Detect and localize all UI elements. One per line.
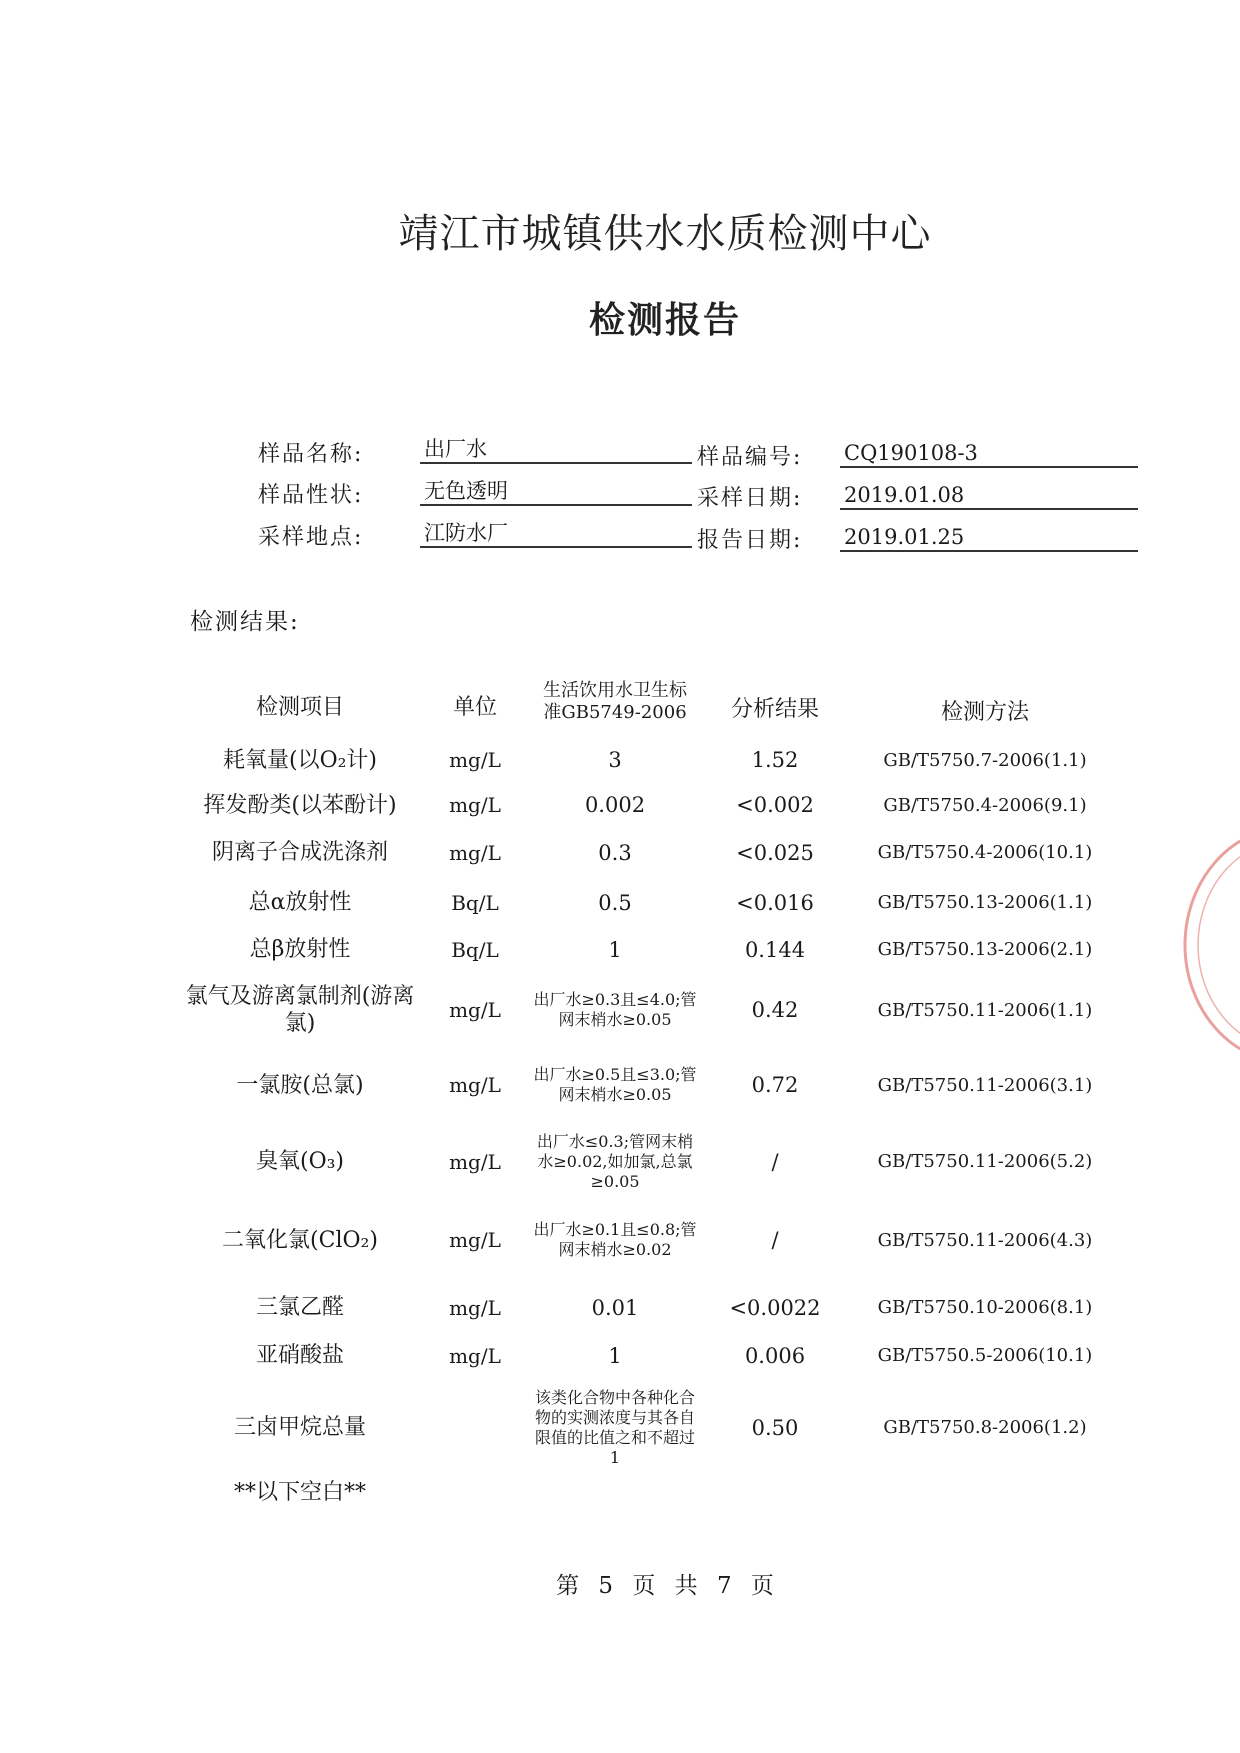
sample-name-label: 样品名称:	[258, 442, 364, 467]
unit-cell: Bq/L	[451, 890, 499, 915]
table-row	[180, 1380, 1120, 1475]
result-cell: <0.0022	[729, 1295, 821, 1320]
report-date-label: 报告日期:	[697, 528, 803, 553]
result-cell: 0.50	[751, 1415, 799, 1440]
sampling-date-label: 采样日期:	[697, 486, 803, 511]
method-cell: GB/T5750.13-2006(1.1)	[877, 892, 1093, 913]
sample-id-value: CQ190108-3	[840, 438, 1138, 468]
column-header-method: 检测方法	[940, 700, 1029, 725]
unit-cell: mg/L	[449, 1295, 501, 1320]
sample-name-value: 出厂水	[420, 434, 692, 464]
table-row	[180, 830, 1120, 875]
standard-cell: 3	[608, 748, 622, 772]
sample-state-value: 无色透明	[420, 476, 692, 506]
result-cell: <0.016	[736, 890, 814, 915]
unit-cell: mg/L	[449, 1228, 501, 1252]
standard-cell: 出厂水≥0.1且≤0.8;管网末梢水≥0.02	[533, 1220, 697, 1259]
standard-cell: 0.5	[598, 890, 632, 915]
column-header-item: 检测项目	[255, 695, 344, 720]
table-row	[180, 1205, 1120, 1275]
method-cell: GB/T5750.11-2006(1.1)	[877, 999, 1093, 1021]
report-title: 检测报告	[588, 299, 741, 341]
table-row	[180, 927, 1120, 972]
sampling-location-value: 江防水厂	[420, 518, 692, 548]
result-cell: /	[771, 1149, 779, 1174]
result-cell: <0.002	[736, 793, 814, 817]
table-row	[180, 880, 1120, 925]
standard-cell: 该类化合物中各种化合物的实测浓度与其各自限值的比值之和不超过1	[534, 1387, 695, 1467]
column-header-standard: 生活饮用水卫生标准GB5749-2006	[543, 680, 687, 723]
method-cell: GB/T5750.13-2006(2.1)	[877, 939, 1093, 960]
table-row	[180, 975, 1120, 1045]
result-cell: 1.52	[751, 748, 799, 772]
unit-cell	[420, 1380, 530, 1475]
result-cell: 0.72	[751, 1073, 799, 1097]
table-row	[180, 1124, 1120, 1199]
unit-cell: mg/L	[449, 1343, 501, 1368]
standard-cell: 0.01	[591, 1295, 639, 1320]
table-row	[180, 1333, 1120, 1378]
unit-cell: Bq/L	[451, 937, 499, 962]
table-row	[180, 1285, 1120, 1330]
item-cell: 阴离子合成洗涤剂	[211, 840, 388, 865]
standard-cell: 0.3	[598, 840, 632, 865]
sampling-location-label: 采样地点:	[258, 525, 364, 550]
column-header-unit: 单位	[452, 695, 497, 720]
page-number: 第 5 页 共 7 页	[556, 1573, 774, 1599]
table-row	[180, 1050, 1120, 1120]
standard-cell: 1	[608, 937, 622, 962]
result-cell: 0.006	[744, 1343, 806, 1368]
results-heading: 检测结果:	[190, 609, 300, 635]
column-header-result: 分析结果	[730, 697, 819, 722]
item-cell: 亚硝酸盐	[255, 1343, 344, 1368]
item-cell: 氯气及游离氯制剂(游离氯)	[185, 984, 415, 1036]
item-cell: 三卤甲烷总量	[233, 1415, 366, 1440]
table-row	[180, 780, 1120, 830]
unit-cell: mg/L	[449, 1073, 501, 1097]
item-cell: 三氯乙醛	[255, 1295, 344, 1320]
table-row	[180, 740, 1120, 780]
item-cell: 总α放射性	[248, 890, 352, 915]
sample-state-label: 样品性状:	[258, 483, 364, 508]
result-cell: <0.025	[736, 840, 814, 865]
unit-cell: mg/L	[449, 1149, 501, 1174]
item-cell: 一氯胺(总氯)	[236, 1072, 364, 1098]
method-cell: GB/T5750.4-2006(9.1)	[883, 794, 1087, 816]
standard-cell: 出厂水≥0.3且≤4.0;管网末梢水≥0.05	[533, 990, 697, 1029]
organization-name: 靖江市城镇供水水质检测中心	[398, 211, 932, 257]
standard-cell: 出厂水≤0.3;管网末梢水≥0.02,如加氯,总氯≥0.05	[536, 1131, 694, 1191]
unit-cell: mg/L	[449, 793, 501, 817]
stamp-seal	[1180, 820, 1240, 1070]
item-cell: 二氧化氯(ClO₂)	[222, 1227, 378, 1253]
unit-cell: mg/L	[449, 998, 501, 1022]
method-cell: GB/T5750.10-2006(8.1)	[877, 1297, 1093, 1318]
method-cell: GB/T5750.8-2006(1.2)	[883, 1417, 1087, 1438]
item-cell: 挥发酚类(以苯酚计)	[203, 792, 397, 818]
sampling-date-value: 2019.01.08	[840, 480, 1138, 510]
method-cell: GB/T5750.11-2006(3.1)	[877, 1074, 1093, 1096]
method-cell: GB/T5750.11-2006(5.2)	[877, 1151, 1093, 1172]
end-of-data-mark: **以下空白**	[233, 1480, 366, 1505]
item-cell: 臭氧(O₃)	[255, 1149, 345, 1174]
method-cell: GB/T5750.7-2006(1.1)	[883, 749, 1087, 771]
standard-cell: 1	[608, 1343, 622, 1368]
unit-cell: mg/L	[449, 748, 501, 772]
item-cell: 耗氧量(以O₂计)	[222, 747, 378, 773]
standard-cell: 出厂水≥0.5且≤3.0;管网末梢水≥0.05	[533, 1065, 697, 1104]
method-cell: GB/T5750.5-2006(10.1)	[877, 1345, 1093, 1366]
method-cell: GB/T5750.11-2006(4.3)	[877, 1229, 1093, 1251]
item-cell: 总β放射性	[249, 937, 351, 962]
result-cell: 0.42	[751, 998, 799, 1022]
result-cell: /	[771, 1228, 779, 1252]
standard-cell: 0.002	[584, 793, 646, 817]
result-cell: 0.144	[744, 937, 806, 962]
unit-cell: mg/L	[449, 840, 501, 865]
report-date-value: 2019.01.25	[840, 522, 1138, 552]
sample-id-label: 样品编号:	[697, 445, 803, 470]
method-cell: GB/T5750.4-2006(10.1)	[877, 842, 1093, 863]
